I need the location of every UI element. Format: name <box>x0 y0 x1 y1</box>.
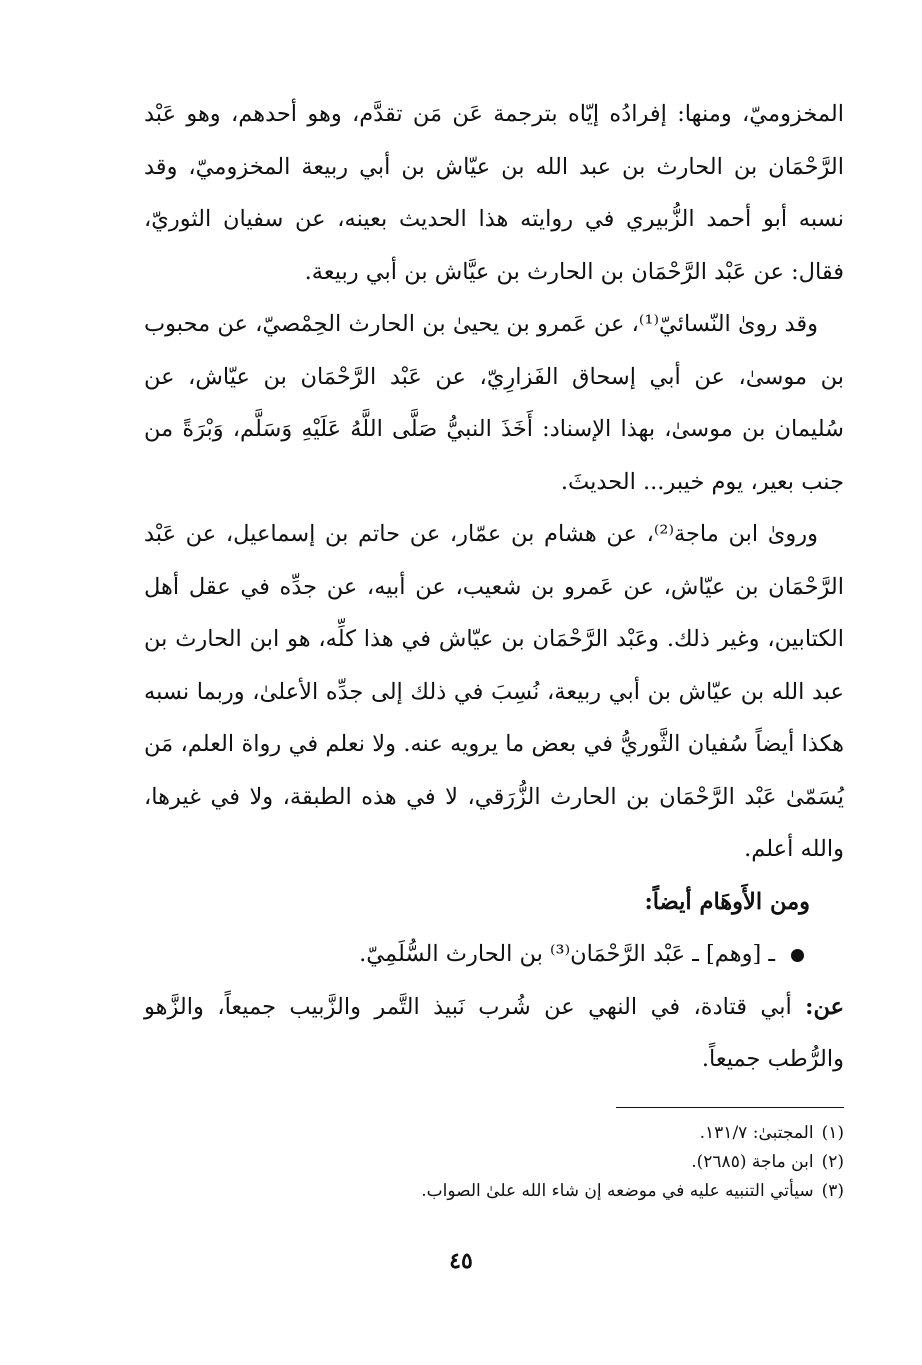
footnote-number: (١) <box>821 1123 844 1143</box>
narrated-from-label: عن: <box>805 993 844 1020</box>
bullet-icon <box>791 949 804 962</box>
footnote-3 <box>144 1177 844 1206</box>
narrated-from-line <box>144 981 844 1086</box>
footnote-number: (٣) <box>821 1181 844 1201</box>
footnote-2 <box>144 1148 844 1177</box>
bullet-entry-text: ـ [وهم] ـ عَبْد الرَّحْمَان⁽³⁾ بن الحارث السُّلَمِيّ. <box>359 941 775 967</box>
section-heading: ومن الأَوهَام أيضاً: <box>644 888 810 915</box>
footnotes <box>144 1119 844 1206</box>
footnote-divider <box>616 1107 844 1108</box>
footnote-text: ابن ماجة (٢٦٨٥). <box>691 1152 814 1172</box>
footnote-1 <box>144 1119 844 1148</box>
paragraph-1: المخزوميّ، ومنها: إفرادُه إيّاه بترجمة عَن مَن تقدَّم، وهو أحدهم، وهو عَبْد الرَّحْمَان بن الحارث بن عبد الله بن عيّاش بن أبي ربيعة المخزوميّ، وقد نسبه أبو أحمد الزُّبيري في روايته هذا الحديث بعينه، عن سفيان الثوريّ، فقال: عن عَبْد الرَّحْمَان بن الحارث بن عيَّاش بن أبي ربيعة. <box>144 101 844 285</box>
footnote-number: (٢) <box>821 1152 844 1172</box>
footnote-text: سيأتي التنبيه عليه في موضعه إن شاء الله علىٰ الصواب. <box>421 1181 814 1201</box>
main-text <box>144 88 844 1086</box>
paragraph-2: وقد روىٰ النّسائيّ⁽¹⁾، عن عَمرو بن يحيىٰ بن الحارث الحِمْصيّ، عن محبوب بن موسىٰ، عن أبي إسحاق الفَزارِيّ، عن عَبْد الرَّحْمَان بن عيّاش، عن سُليمان بن موسىٰ، بهذا الإسناد: أَخَذَ النبيُّ صَلَّى اللَّهُ عَلَيْهِ وَسَلَّم، وَبْرَةً من جنب بعير، يوم خيبر... الحديثَ. <box>144 311 844 495</box>
narrated-from-text: أبي قتادة، في النهي عن شُرب نَبيذ التَّمر والزَّبيب جميعاً، والزَّهو والرُّطب جميعاً. <box>144 993 844 1072</box>
footnote-text: المجتبىٰ: ١٣١/٧. <box>699 1123 814 1143</box>
bullet-entry <box>144 928 844 981</box>
page-number: ٤٥ <box>449 1248 473 1274</box>
paragraph-3: وروىٰ ابن ماجة⁽²⁾، عن هشام بن عمّار، عن حاتم بن إسماعيل، عن عَبْد الرَّحْمَان بن عيّاش، عن عَمرو بن شعيب، عن أبيه، عن جدِّه في عقل أهل الكتابين، وغير ذلك. وعَبْد الرَّحْمَان بن عيّاش في هذا كلِّه، هو ابن الحارث بن عبد الله بن عيّاش بن أبي ربيعة، نُسِبَ في ذلك إلى جدِّه الأعلىٰ، وربما نسبه هكذا أيضاً سُفيان الثَّوريُّ في بعض ما يرويه عنه. ولا نعلم في رواة العلم، مَن يُسَمّىٰ عَبْد الرَّحْمَان بن الحارث الزُّرَقي، لا في هذه الطبقة، ولا في غيرها، والله أعلم. <box>144 521 844 862</box>
